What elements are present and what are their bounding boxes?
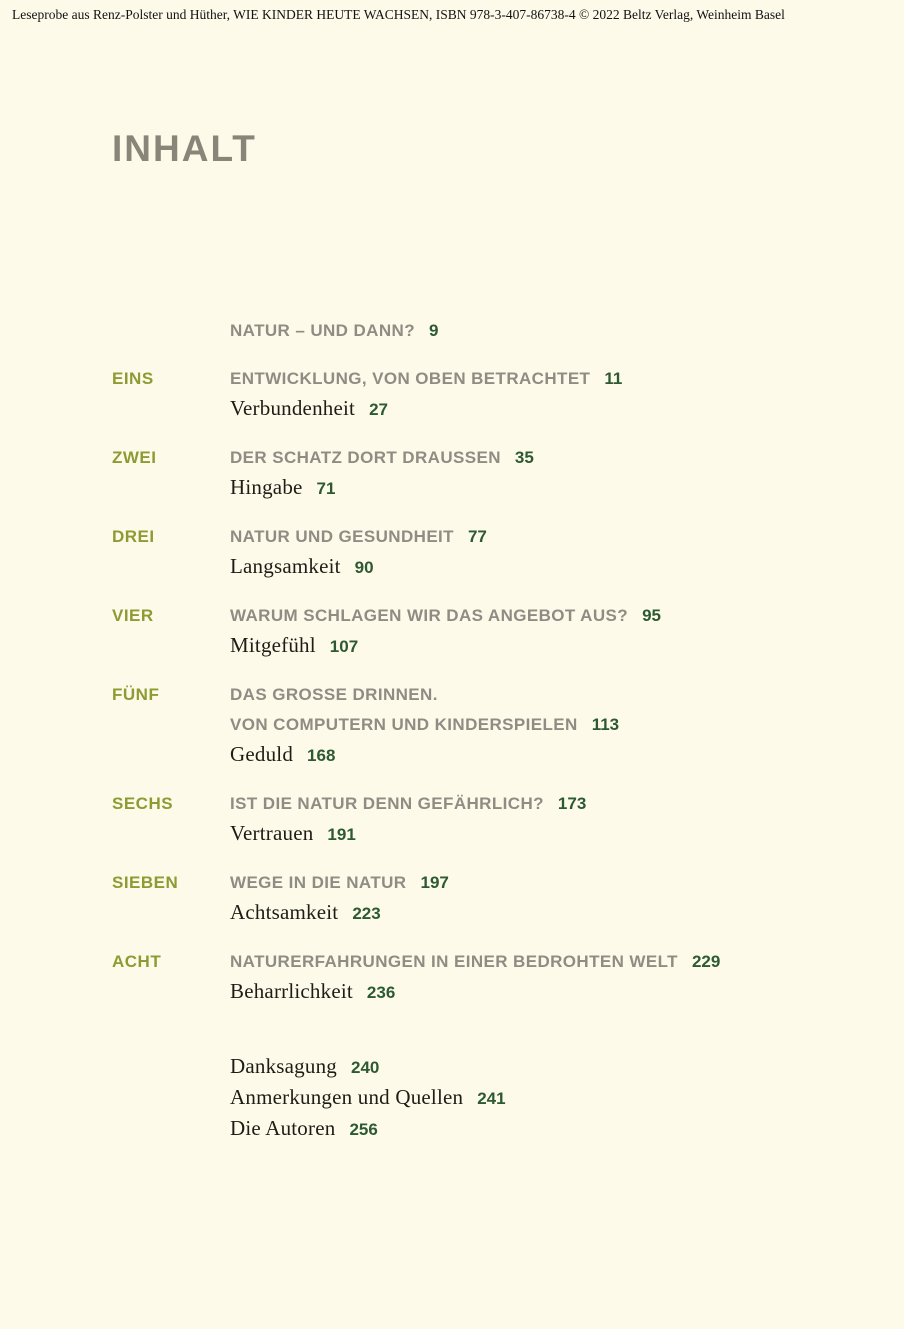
page-number: 236 <box>366 983 396 1002</box>
chapter-subentry: Mitgefühl <box>230 633 316 657</box>
page-number: 240 <box>350 1058 380 1077</box>
toc-row-chapter-8 <box>112 947 854 1008</box>
toc-back-matter <box>112 1052 854 1145</box>
page-number: 11 <box>604 369 623 388</box>
chapter-title-line <box>230 947 854 977</box>
page-number: 107 <box>329 637 359 656</box>
chapter-title: DER SCHATZ DORT DRAUSSEN <box>230 448 501 467</box>
chapter-subentry-line <box>230 631 854 662</box>
chapter-label: SECHS <box>112 794 174 813</box>
page-number: 95 <box>642 606 661 625</box>
toc-row-chapter-6 <box>112 789 854 850</box>
back-matter-row <box>230 1052 854 1083</box>
chapter-title-line <box>230 443 854 473</box>
chapter-subentry-line <box>230 898 854 929</box>
chapter-subentry: Beharrlichkeit <box>230 979 353 1003</box>
chapter-label-empty <box>112 1052 230 1145</box>
toc-row-chapter-2 <box>112 443 854 504</box>
page-number: 168 <box>307 746 336 765</box>
chapter-title-line <box>230 364 854 394</box>
chapter-subentry-line <box>230 473 854 504</box>
chapter-label: EINS <box>112 369 154 388</box>
page-number: 191 <box>327 825 356 844</box>
chapter-title: NATUR UND GESUNDHEIT <box>230 527 454 546</box>
chapter-subentry-line <box>230 552 854 583</box>
chapter-label <box>112 316 230 346</box>
chapter-body <box>230 522 854 583</box>
chapter-body <box>230 680 854 771</box>
chapter-title: ENTWICKLUNG, VON OBEN BETRACHTET <box>230 369 591 388</box>
toc-row-chapter-7 <box>112 868 854 929</box>
page-number: 27 <box>369 400 388 419</box>
page-number: 9 <box>428 321 439 340</box>
chapter-title: WARUM SCHLAGEN WIR DAS ANGEBOT AUS? <box>230 606 629 625</box>
page-number: 35 <box>514 448 534 467</box>
chapter-label: FÜNF <box>112 685 160 704</box>
back-matter-row <box>230 1083 854 1114</box>
chapter-body <box>230 868 854 929</box>
chapter-body <box>230 316 854 346</box>
page-title: INHALT <box>112 128 257 169</box>
page-number: 256 <box>349 1120 378 1139</box>
chapter-title-line <box>230 601 854 631</box>
chapter-title-line <box>230 868 854 898</box>
chapter-title: NATUR – UND DANN? <box>230 321 415 340</box>
toc-row-intro <box>112 316 854 346</box>
chapter-body <box>230 601 854 662</box>
chapter-label: ZWEI <box>112 448 157 467</box>
chapter-label: DREI <box>112 527 155 546</box>
chapter-subentry: Vertrauen <box>230 821 314 845</box>
table-of-contents <box>112 316 854 1163</box>
chapter-label: ACHT <box>112 952 162 971</box>
toc-row-chapter-3 <box>112 522 854 583</box>
toc-row-chapter-4 <box>112 601 854 662</box>
chapter-label: VIER <box>112 606 154 625</box>
chapter-subentry-line <box>230 819 854 850</box>
chapter-subentry-line <box>230 394 854 425</box>
chapter-title-line <box>230 789 854 819</box>
page-number: 90 <box>354 558 374 577</box>
chapter-subentry: Geduld <box>230 742 294 766</box>
chapter-subentry: Verbundenheit <box>230 396 356 420</box>
page-number: 197 <box>420 873 449 892</box>
page-number: 241 <box>477 1089 506 1108</box>
chapter-title-line-2 <box>230 710 854 740</box>
chapter-body <box>230 789 854 850</box>
back-matter-body <box>230 1052 854 1145</box>
toc-row-chapter-1 <box>112 364 854 425</box>
chapter-body <box>230 443 854 504</box>
back-matter-label: Danksagung <box>230 1054 337 1078</box>
chapter-title: IST DIE NATUR DENN GEFÄHRLICH? <box>230 794 544 813</box>
copyright-header: Leseprobe aus Renz-Polster und Hüther, WIE KINDER HEUTE WACHSEN, ISBN 978-3-407-86738-4 © 2022 Beltz Verlag, Weinheim Basel <box>12 7 785 22</box>
chapter-title: DAS GROSSE DRINNEN. <box>230 685 438 704</box>
chapter-title-line <box>230 316 854 346</box>
chapter-body <box>230 947 854 1008</box>
chapter-title-continued: VON COMPUTERN UND KINDERSPIELEN <box>230 715 578 734</box>
chapter-subentry: Achtsamkeit <box>230 900 339 924</box>
chapter-title: WEGE IN DIE NATUR <box>230 873 407 892</box>
back-matter-row <box>230 1114 854 1145</box>
page-number: 223 <box>352 904 381 923</box>
chapter-subentry: Hingabe <box>230 475 303 499</box>
chapter-subentry: Langsamkeit <box>230 554 341 578</box>
chapter-subentry-line <box>230 977 854 1008</box>
chapter-title: NATURERFAHRUNGEN IN EINER BEDROHTEN WELT <box>230 952 678 971</box>
chapter-label: SIEBEN <box>112 873 179 892</box>
page-number: 113 <box>591 715 620 734</box>
back-matter-label: Die Autoren <box>230 1116 336 1140</box>
page-number: 229 <box>691 952 721 971</box>
back-matter-label: Anmerkungen und Quellen <box>230 1085 464 1109</box>
chapter-title-line <box>230 522 854 552</box>
page-number: 173 <box>557 794 587 813</box>
toc-row-chapter-5 <box>112 680 854 771</box>
chapter-title-line <box>230 680 854 710</box>
chapter-body <box>230 364 854 425</box>
chapter-subentry-line <box>230 740 854 771</box>
page-number: 71 <box>316 479 336 498</box>
page-number: 77 <box>467 527 487 546</box>
